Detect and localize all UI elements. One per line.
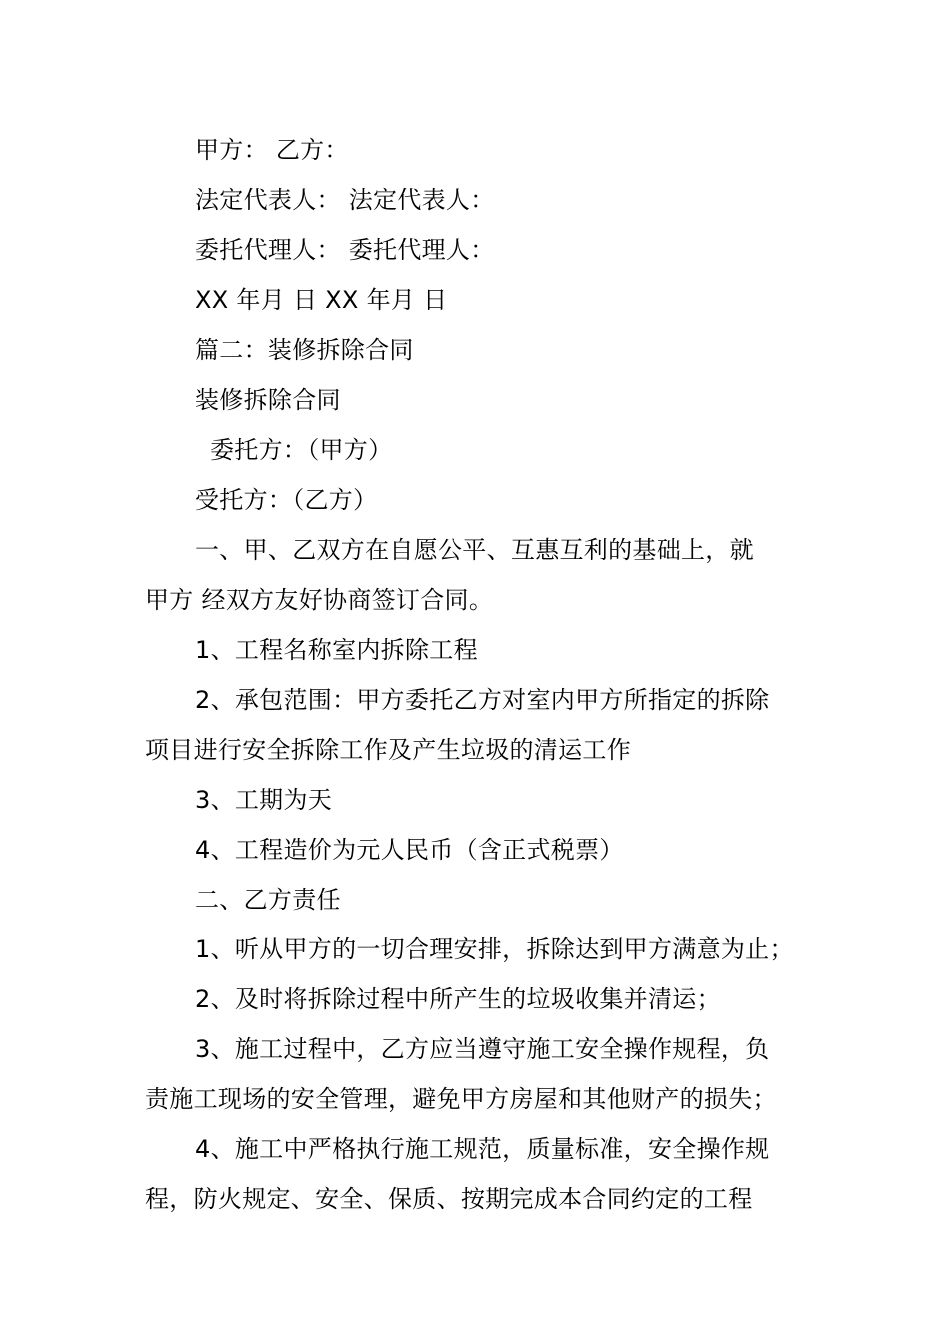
clause-line: 1、工程名称室内拆除工程: [195, 636, 478, 664]
clause-line: 程，防火规定、安全、保质、按期完成本合同约定的工程: [145, 1185, 753, 1213]
clause-line: 3、施工过程中，乙方应当遵守施工安全操作规程，负: [195, 1035, 770, 1063]
party-line: 甲方： 乙方：: [195, 136, 349, 164]
clause-line: 1、听从甲方的一切合理安排，拆除达到甲方满意为止；: [195, 935, 794, 963]
clause-line: 4、施工中严格执行施工规范，质量标准，安全操作规: [195, 1135, 770, 1163]
paragraph-line: 一、甲、乙双方在自愿公平、互惠互利的基础上，就: [195, 536, 754, 564]
clause-line: 项目进行安全拆除工作及产生垃圾的清运工作: [145, 736, 631, 764]
paragraph-line: 甲方 经双方友好协商签订合同。: [145, 586, 494, 614]
date-line: XX 年月 日 XX 年月 日: [195, 286, 448, 314]
clause-line: 4、工程造价为元人民币（含正式税票）: [195, 836, 624, 864]
authorized-agent-line: 委托代理人： 委托代理人：: [195, 236, 495, 264]
contract-title: 装修拆除合同: [195, 386, 341, 414]
clause-line: 2、承包范围：甲方委托乙方对室内甲方所指定的拆除: [195, 686, 770, 714]
clause-line: 责施工现场的安全管理，避免甲方房屋和其他财产的损失；: [145, 1085, 777, 1113]
client-line: 委托方：（甲方）: [210, 436, 393, 464]
section-heading: 二、乙方责任: [195, 886, 341, 914]
clause-line: 2、及时将拆除过程中所产生的垃圾收集并清运；: [195, 985, 721, 1013]
contractor-line: 受托方：（乙方）: [195, 486, 378, 514]
section-heading: 篇二：装修拆除合同: [195, 336, 414, 364]
clause-line: 3、工期为天: [195, 786, 333, 814]
legal-representative-line: 法定代表人： 法定代表人：: [195, 186, 495, 214]
